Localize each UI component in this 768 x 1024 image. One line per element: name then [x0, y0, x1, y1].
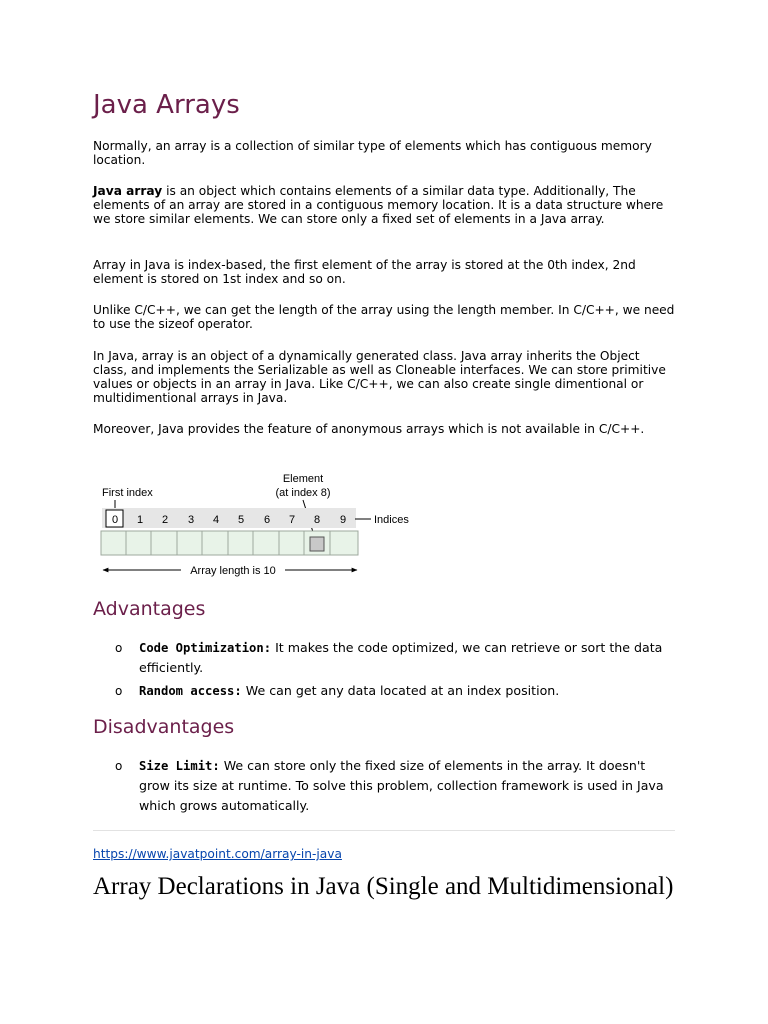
array-cell — [330, 531, 358, 555]
list-item-term: Random access: — [139, 684, 242, 698]
array-cell — [253, 531, 279, 555]
list-item — [115, 638, 675, 678]
disadvantages-heading: Disadvantages — [93, 716, 235, 738]
list-item — [115, 681, 675, 701]
array-length-label: Array length is 10 — [190, 565, 276, 577]
element-label-line1: Element — [282, 473, 324, 485]
index-label-8: 8 — [313, 514, 321, 526]
index-label-5: 5 — [237, 514, 245, 526]
list-item-term: Code Optimization: — [139, 641, 272, 655]
index-label-6: 6 — [263, 514, 271, 526]
bullet-marker: o — [115, 641, 123, 655]
page-title: Java Arrays — [93, 90, 240, 120]
paragraph-intro: Normally, an array is a collection of similar type of elements which has contiguous memory location. — [93, 139, 652, 167]
paragraph-object: In Java, array is an object of a dynamically generated class. Java array inherits the Object class, and implements the Serializable as well as Cloneable interfaces. We can store primitive values or objects in an array in Java. Like C/C++, we can also create single dimentional or multidimentional arrays in Java. — [93, 349, 666, 405]
array-cell — [202, 531, 228, 555]
bullet-marker: o — [115, 684, 123, 698]
paragraph-index-based: Array in Java is index-based, the first element of the array is stored at the 0th index, 2nd element is stored on 1st index and so on. — [93, 258, 636, 286]
array-cell — [101, 531, 126, 555]
paragraph-java-array — [93, 184, 675, 226]
section-title: Array Declarations in Java (Single and Multidimensional) — [93, 873, 674, 900]
index-label-0: 0 — [111, 514, 119, 526]
array-diagram — [93, 466, 423, 586]
divider — [93, 830, 675, 831]
list-item-text: We can get any data located at an index position. — [241, 683, 560, 698]
array-cell — [151, 531, 177, 555]
element-label-line2: (at index 8) — [275, 487, 331, 499]
java-array-description: is an object which contains elements of a similar data type. Additionally, The elements of an array are stored in a contiguous memory location. It is a data structure where we store similar elements. We can store only a fixed set of elements in a Java array. — [93, 184, 664, 226]
java-array-term: Java array — [93, 184, 163, 198]
array-cell — [279, 531, 304, 555]
array-cell — [126, 531, 151, 555]
array-cell — [228, 531, 253, 555]
list-item-term: Size Limit: — [139, 759, 220, 773]
index-label-3: 3 — [187, 514, 195, 526]
advantages-list — [115, 638, 675, 704]
index-label-1: 1 — [136, 514, 144, 526]
index-label-9: 9 — [339, 514, 347, 526]
first-index-label: First index — [102, 487, 153, 499]
source-link[interactable]: https://www.javatpoint.com/array-in-java — [93, 847, 342, 861]
list-item-text: It makes the code optimized, we can retrieve or sort the data efficiently. — [139, 640, 663, 675]
array-cell — [177, 531, 202, 555]
paragraph-length: Unlike C/C++, we can get the length of the array using the length member. In C/C++, we need to use the sizeof operator. — [93, 303, 675, 331]
paragraph-anonymous: Moreover, Java provides the feature of anonymous arrays which is not available in C/C++. — [93, 422, 645, 436]
index-label-4: 4 — [212, 514, 220, 526]
list-item — [115, 756, 675, 816]
index-label-7: 7 — [288, 514, 296, 526]
bullet-marker: o — [115, 759, 123, 773]
element-at-index-8 — [310, 537, 324, 551]
list-item-text: We can store only the fixed size of elements in the array. It doesn't grow its size at runtime. To solve this problem, collection framework is used in Java which grows automatically. — [139, 758, 664, 813]
index-label-2: 2 — [161, 514, 169, 526]
disadvantages-list — [115, 756, 675, 819]
advantages-heading: Advantages — [93, 598, 206, 620]
indices-label: Indices — [374, 514, 409, 526]
